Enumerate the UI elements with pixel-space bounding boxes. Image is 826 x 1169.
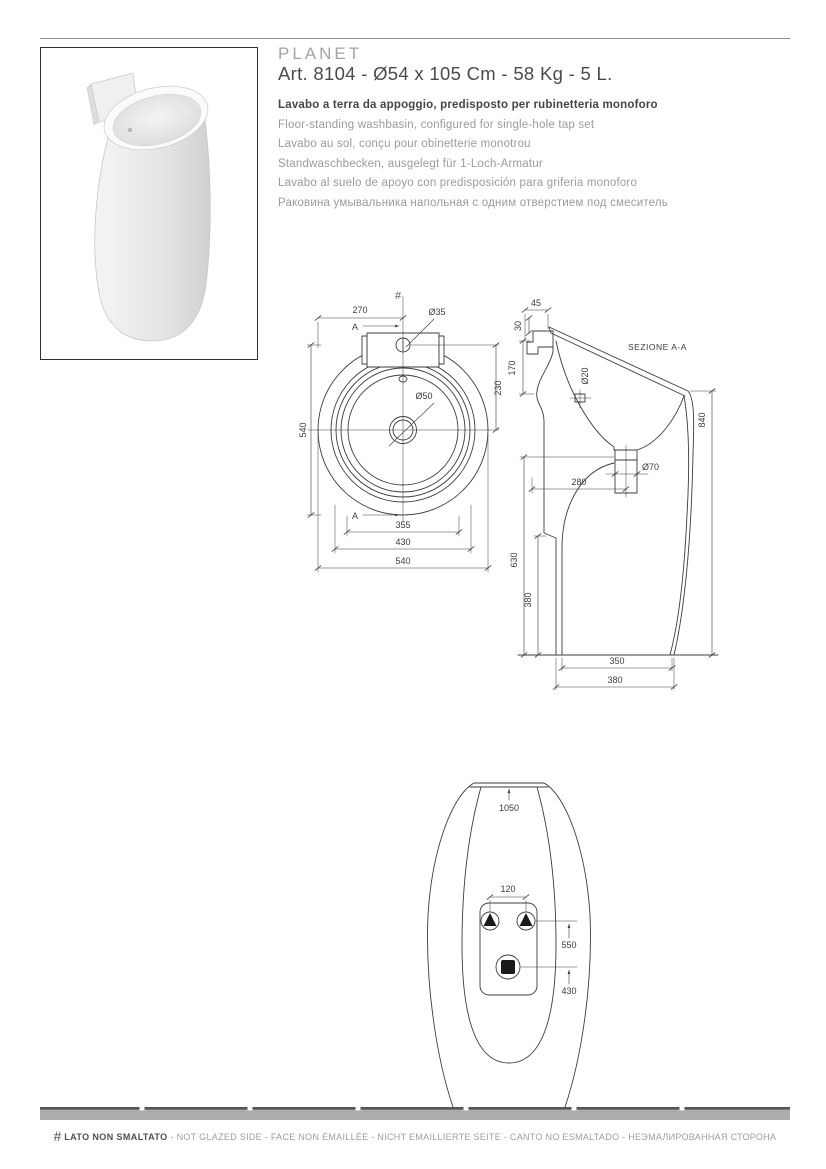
section-dim-30: 30 — [513, 320, 523, 332]
section-dim-380-back: 380 — [523, 592, 533, 608]
rear-dim-120: 120 — [500, 884, 516, 894]
rear-dimensions — [487, 789, 577, 996]
footer-label: LATO NON SMALTATO — [64, 1132, 168, 1142]
description-en: Floor-standing washbasin, configured for single-hole tap set — [278, 118, 595, 131]
footer-note — [40, 1127, 790, 1145]
not-glazed-mark-plan: # — [394, 290, 402, 302]
plan-dim-540-left: 540 — [298, 422, 308, 438]
section-dim-280: 280 — [571, 477, 587, 487]
plan-section-marker-top: A — [351, 322, 359, 332]
section-dim-waste: Ø70 — [642, 462, 660, 472]
section-dim-630: 630 — [509, 552, 519, 568]
section-dim-350: 350 — [609, 656, 625, 666]
plan-section-marker-bottom: A — [351, 511, 359, 521]
section-dim-840: 840 — [697, 412, 707, 428]
plan-dim-230: 230 — [493, 380, 503, 396]
floor-bar — [40, 1106, 790, 1120]
rear-dim-430: 430 — [561, 986, 577, 996]
plan-dim-355: 355 — [395, 520, 411, 530]
section-view — [507, 298, 718, 690]
plan-dim-drain: Ø50 — [415, 391, 433, 401]
description-es: Lavabo al suelo de apoyo con predisposición para griferia monoforo — [278, 177, 638, 189]
product-spec: Art. 8104 - Ø54 x 105 Cm - 58 Kg - 5 L. — [278, 63, 613, 84]
section-outline — [518, 327, 718, 655]
section-dim-170: 170 — [507, 360, 517, 376]
rear-dim-550: 550 — [561, 940, 577, 950]
description-it: Lavabo a terra da appoggio, predisposto per rubinetteria monoforo — [278, 99, 658, 111]
plan-dim-tap-hole: Ø35 — [428, 307, 446, 317]
rear-view — [428, 783, 591, 1107]
description-ru: Раковина умывальника напольная с одним отверстием под смеситель — [278, 196, 668, 209]
plan-dim-430: 430 — [395, 537, 411, 547]
section-title: SEZIONE A-A — [628, 342, 687, 352]
description-de: Standwaschbecken, ausgelegt für 1-Loch-Armatur — [278, 157, 543, 170]
plan-dim-540-bottom: 540 — [395, 556, 411, 566]
rear-dim-1050: 1050 — [498, 803, 520, 813]
page-title: PLANET — [278, 44, 363, 63]
section-dim-overflow: Ø20 — [580, 367, 590, 385]
section-dim-380-base: 380 — [607, 675, 623, 685]
description-fr: Lavabo au sol, conçu pour obinetterie monotrou — [278, 138, 531, 150]
section-dimensions — [507, 298, 716, 690]
section-dim-45: 45 — [530, 298, 542, 308]
plan-dim-270: 270 — [352, 305, 368, 315]
footer-translations: - NOT GLAZED SIDE - FACE NON ÉMAILLÉE - NICHT EMAILLIERTE SEITE - CANTO NO ESMALTADO - НЕЭМАЛИРОВАННАЯ СТОРОНА — [170, 1132, 777, 1142]
plan-outline — [308, 296, 499, 522]
plan-view — [298, 290, 503, 572]
not-glazed-mark-footer: # — [53, 1129, 62, 1144]
